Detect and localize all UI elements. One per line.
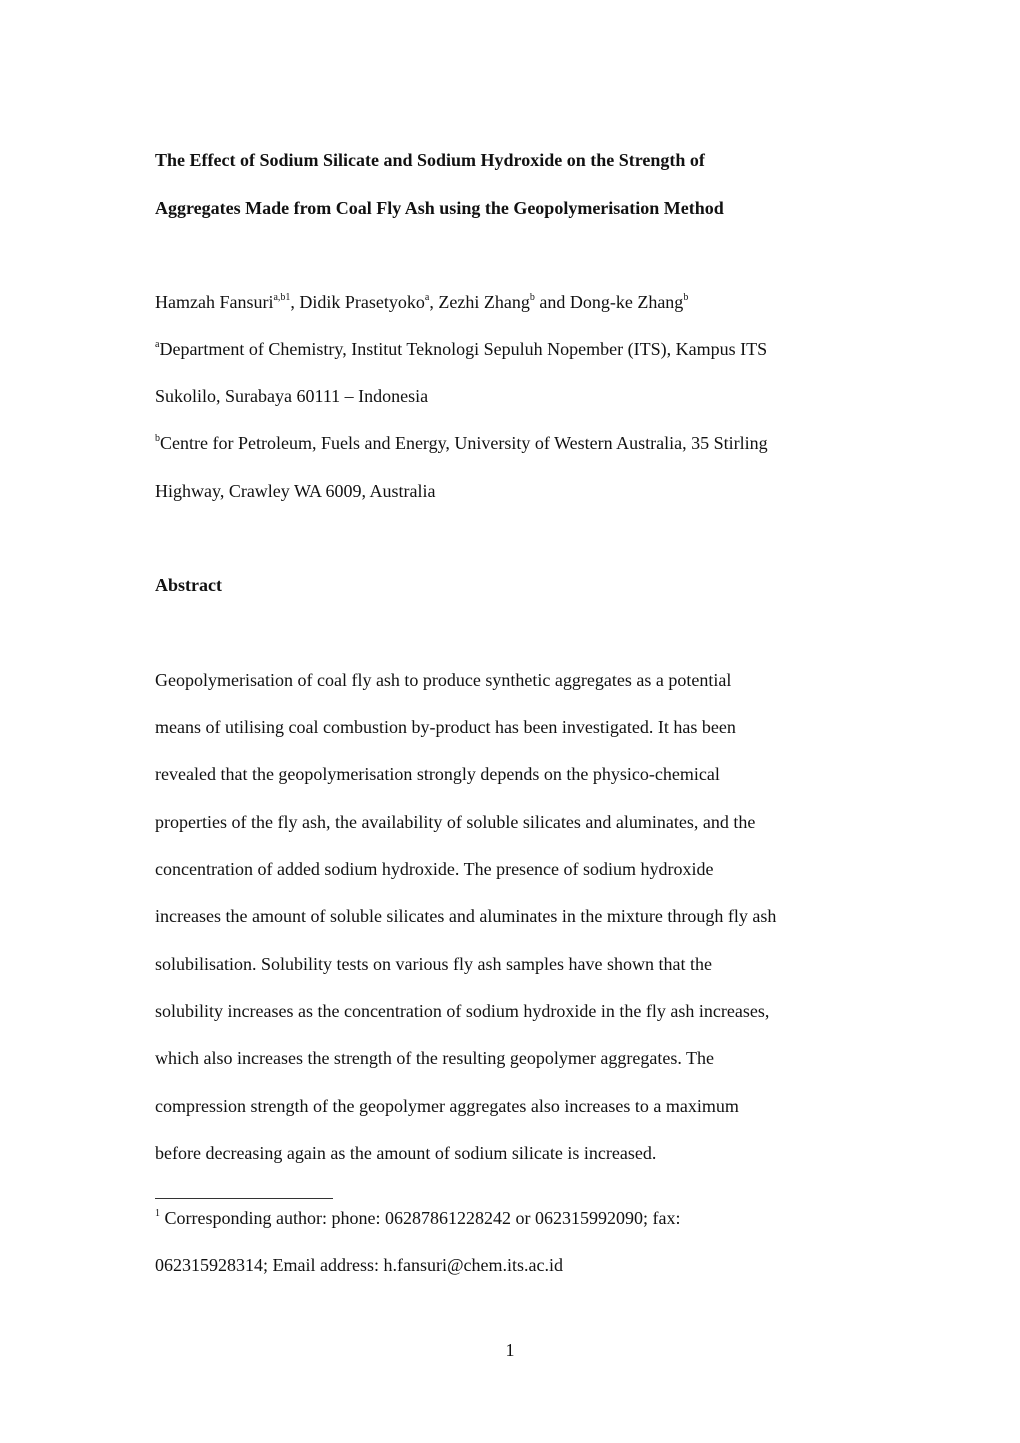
- footnote-line-2: 062315928314; Email address: h.fansuri@chem.its.ac.id: [155, 1255, 563, 1275]
- author-name: Zezhi Zhang: [438, 292, 530, 312]
- abstract-line: means of utilising coal combustion by-product has been investigated. It has been: [155, 717, 736, 737]
- abstract-line: which also increases the strength of the resulting geopolymer aggregates. The: [155, 1048, 714, 1068]
- abstract-line: increases the amount of soluble silicates and aluminates in the mixture through fly ash: [155, 906, 777, 926]
- author-list: Hamzah Fansuri$^{a,b1}$, Didik Prasetyoko$^a$, Zezhi Zhang$^b$ and Dong-ke Zhang$^b$: [155, 292, 689, 312]
- affiliation-mark: a: [155, 339, 160, 350]
- title-line-1: The Effect of Sodium Silicate and Sodium Hydroxide on the Strength of: [155, 150, 705, 170]
- affiliation-a-line-2: Sukolilo, Surabaya 60111 – Indonesia: [155, 386, 429, 406]
- affiliation-b-line-1: $^b$Centre for Petroleum, Fuels and Energy, University of Western Australia, 35 Stirling: [155, 433, 768, 453]
- abstract-line: Geopolymerisation of coal fly ash to produce synthetic aggregates as a potential: [155, 670, 732, 690]
- footnote-line-1: $^1$ Corresponding author: phone: 06287861228242 or 062315992090; fax:: [155, 1208, 681, 1228]
- abstract-line: solubilisation. Solubility tests on various fly ash samples have shown that the: [155, 954, 712, 974]
- author-affiliation-mark: a: [424, 292, 430, 303]
- affiliation-a-line-1: $^a$Department of Chemistry, Institut Teknologi Sepuluh Nopember (ITS), Kampus ITS: [155, 339, 768, 359]
- abstract-heading: Abstract: [155, 575, 222, 595]
- author-affiliation-mark: b: [529, 292, 535, 303]
- abstract-line: revealed that the geopolymerisation strongly depends on the physico-chemical: [155, 764, 720, 784]
- author-name: Hamzah Fansuri: [155, 292, 274, 312]
- abstract-line: properties of the fly ash, the availability of soluble silicates and aluminates, and the: [155, 812, 756, 832]
- abstract-line: compression strength of the geopolymer aggregates also increases to a maximum: [155, 1096, 739, 1116]
- abstract-line: before decreasing again as the amount of sodium silicate is increased.: [155, 1143, 657, 1163]
- affiliation-mark: b: [155, 433, 160, 444]
- page-number: 1: [505, 1340, 515, 1360]
- title-line-2: Aggregates Made from Coal Fly Ash using the Geopolymerisation Method: [155, 198, 724, 218]
- abstract-line: solubility increases as the concentration of sodium hydroxide in the fly ash increases,: [155, 1001, 770, 1021]
- affiliation-b-line-2: Highway, Crawley WA 6009, Australia: [155, 481, 436, 501]
- author-name: Dong-ke Zhang: [569, 292, 684, 312]
- author-name: Didik Prasetyoko: [299, 292, 425, 312]
- author-affiliation-mark: b: [683, 292, 689, 303]
- footnote-mark: 1: [155, 1208, 160, 1219]
- footnote-separator: [155, 1198, 333, 1199]
- author-affiliation-mark: a,b1: [273, 292, 291, 303]
- abstract-line: concentration of added sodium hydroxide. The presence of sodium hydroxide: [155, 859, 714, 879]
